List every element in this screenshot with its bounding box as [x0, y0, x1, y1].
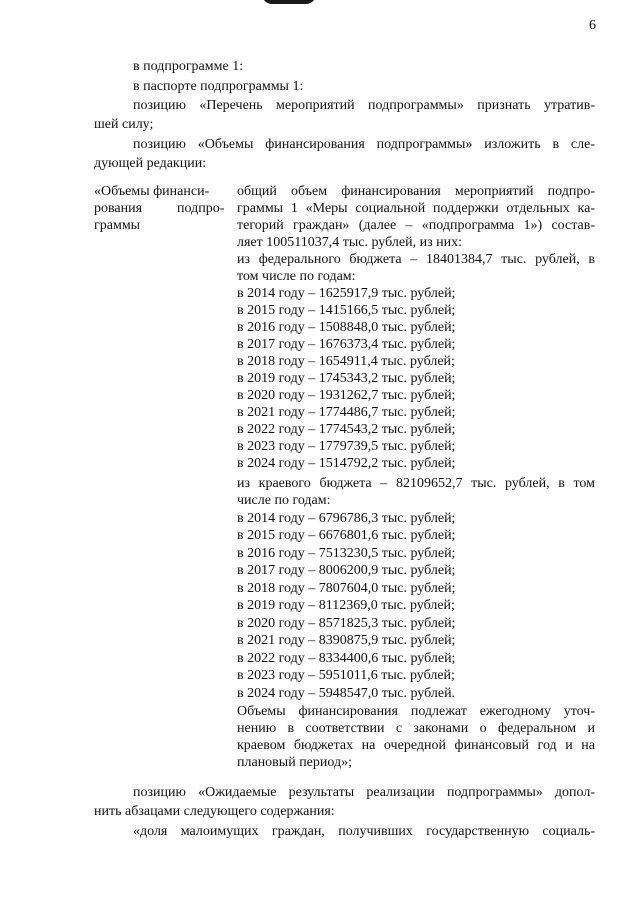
federal-year-2023: в 2023 году – 1779739,5 тыс. рублей;	[237, 439, 456, 454]
federal-year-2016: в 2016 году – 1508848,0 тыс. рублей;	[237, 320, 456, 335]
note-line-4: плановый период»;	[237, 755, 353, 770]
regional-year-2018: в 2018 году – 7807604,0 тыс. рублей;	[237, 581, 456, 596]
federal-year-2019: в 2019 году – 1745343,2 тыс. рублей;	[237, 371, 456, 386]
intro-line-2: в паспорте подпрограммы 1:	[133, 79, 304, 94]
binding-mark	[262, 0, 316, 4]
regional-year-2016: в 2016 году – 7513230,5 тыс. рублей;	[237, 546, 456, 561]
summary-line-3: тегорий граждан» (далее – «подпрограмма 1») состав-	[237, 218, 595, 233]
regional-year-2023: в 2023 году – 5951011,6 тыс. рублей;	[237, 668, 455, 683]
left-cell-line-2b: подпро-	[177, 201, 225, 216]
summary-line-4: ляет 100511037,4 тыс. рублей, из них:	[237, 235, 462, 250]
regional-year-2014: в 2014 году – 6796786,3 тыс. рублей;	[237, 511, 456, 526]
regional-year-2024: в 2024 году – 5948547,0 тыс. рублей.	[237, 686, 456, 701]
federal-head-line-2: том числе по годам:	[237, 269, 356, 284]
left-cell-line-3: граммы	[94, 218, 141, 233]
federal-year-2014: в 2014 году – 1625917,9 тыс. рублей;	[237, 286, 456, 301]
outro-line-2: нить абзацами следующего содержания:	[94, 804, 335, 819]
left-cell-line-1: «Объемы финанси-	[94, 184, 210, 199]
federal-year-2020: в 2020 году – 1931262,7 тыс. рублей;	[237, 388, 456, 403]
federal-year-2021: в 2021 году – 1774486,7 тыс. рублей;	[237, 405, 456, 420]
federal-head-line-1: из федерального бюджета – 18401384,7 тыс. рублей, в	[237, 252, 595, 267]
regional-head-line-2: числе по годам:	[237, 493, 331, 508]
note-line-1: Объемы финансирования подлежат ежегодному уточ-	[237, 704, 595, 719]
regional-year-2017: в 2017 году – 8006200,9 тыс. рублей;	[237, 563, 456, 578]
regional-year-2020: в 2020 году – 8571825,3 тыс. рублей;	[237, 616, 456, 631]
note-line-3: краевом бюджетах на очередной финансовый год и на	[237, 738, 595, 753]
regional-head-line-1: из краевого бюджета – 82109652,7 тыс. рублей, в том	[237, 476, 595, 491]
regional-year-2015: в 2015 году – 6676801,6 тыс. рублей;	[237, 528, 456, 543]
regional-year-2021: в 2021 году – 8390875,9 тыс. рублей;	[237, 633, 456, 648]
outro-line-1: позицию «Ожидаемые результаты реализации подпрограммы» допол-	[133, 785, 595, 800]
federal-year-2017: в 2017 году – 1676373,4 тыс. рублей;	[237, 337, 456, 352]
intro-line-1: в подпрограмме 1:	[133, 59, 244, 74]
federal-year-2022: в 2022 году – 1774543,2 тыс. рублей;	[237, 422, 456, 437]
federal-year-2024: в 2024 году – 1514792,2 тыс. рублей;	[237, 456, 456, 471]
page-number: 6	[589, 18, 596, 33]
intro-line-4: шей силу;	[94, 117, 154, 132]
intro-line-6: дующей редакции:	[94, 156, 207, 171]
summary-line-1: общий объем финансирования мероприятий подпро-	[237, 184, 595, 199]
intro-line-3: позицию «Перечень мероприятий подпрограммы» признать утратив-	[133, 98, 595, 113]
federal-year-2015: в 2015 году – 1415166,5 тыс. рублей;	[237, 303, 456, 318]
regional-year-2019: в 2019 году – 8112369,0 тыс. рублей;	[237, 598, 455, 613]
intro-line-5: позицию «Объемы финансирования подпрограммы» изложить в сле-	[133, 137, 595, 152]
outro-line-3: «доля малоимущих граждан, получивших государственную социаль-	[133, 824, 595, 839]
note-line-2: нению в соответствии с законами о федеральном и	[237, 721, 595, 736]
left-cell-line-2a: рования	[94, 201, 143, 216]
summary-line-2: граммы 1 «Меры социальной поддержки отдельных ка-	[237, 201, 595, 216]
regional-year-2022: в 2022 году – 8334400,6 тыс. рублей;	[237, 651, 456, 666]
federal-year-2018: в 2018 году – 1654911,4 тыс. рублей;	[237, 354, 455, 369]
